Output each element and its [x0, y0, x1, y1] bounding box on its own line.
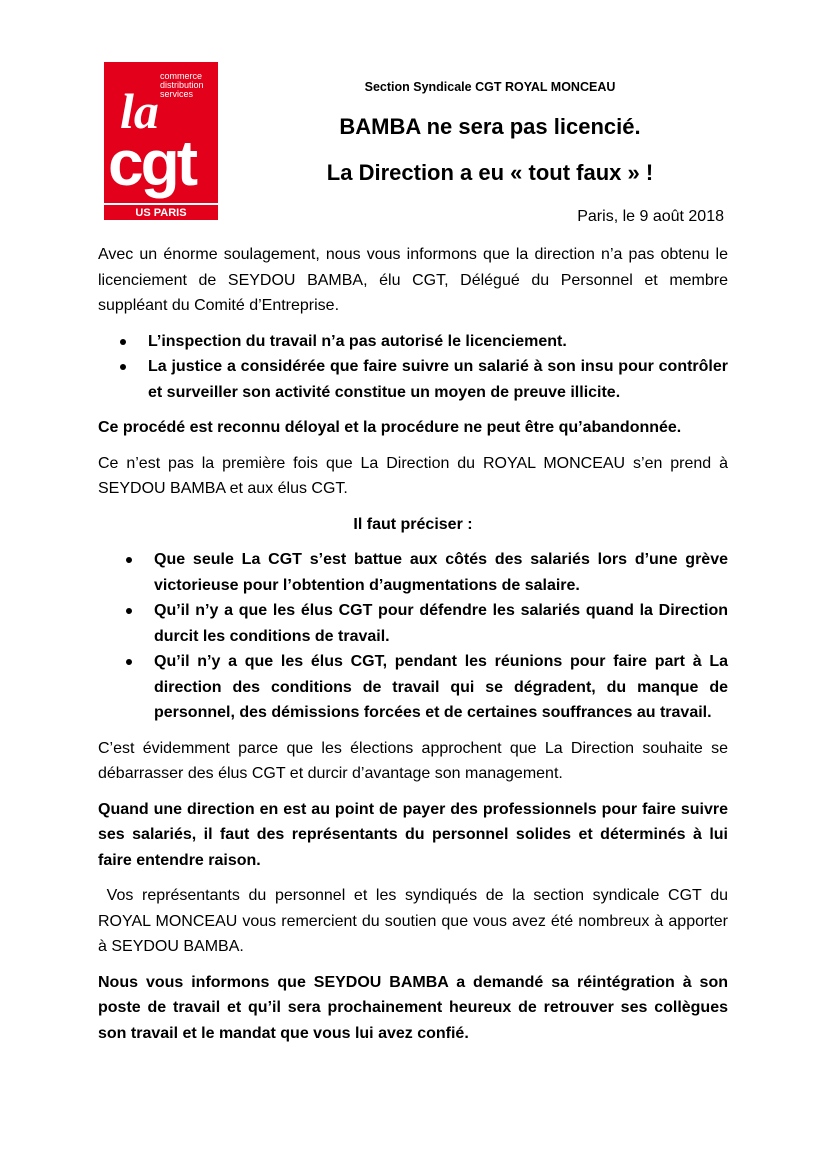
paragraph-6: Nous vous informons que SEYDOU BAMBA a demandé sa réintégration à son poste de travail et qu’il sera prochainement heureux de retrouver ses collègues son travail et le mandat que vous lui avez confié. [98, 973, 728, 1042]
section-title: Section Syndicale CGT ROYAL MONCEAU [364, 80, 616, 94]
list-item: L’inspection du travail n’a pas autorisé le licenciement. [148, 329, 728, 355]
paragraph-4: Quand une direction en est au point de payer des professionnels pour faire suivre ses salariés, il faut des représentants du personnel solides et déterminés à lui faire entendre raison. [98, 800, 728, 869]
paragraph-2: Ce n’est pas la première fois que La Direction du ROYAL MONCEAU s’en prend à SEYDOU BAMBA et aux élus CGT. [98, 454, 728, 497]
precisions-list [98, 547, 728, 726]
logo-tagline: commerce distribution services [160, 71, 204, 99]
findings-list [98, 329, 728, 406]
list-item: Qu’il n’y a que les élus CGT pour défendre les salariés quand la Direction durcit les conditions de travail. [154, 598, 728, 649]
list-item: La justice a considérée que faire suivre un salarié à son insu pour contrôler et surveiller son activité constitue un moyen de preuve illicite. [148, 354, 728, 405]
logo-la: la [120, 83, 159, 139]
paragraph-3: C’est évidemment parce que les élections approchent que La Direction souhaite se débarrasser des élus CGT et durcir d’avantage son management. [98, 739, 728, 782]
statement-paragraph: Ce procédé est reconnu déloyal et la procédure ne peut être qu’abandonnée. [98, 419, 682, 436]
headline-line-1: BAMBA ne sera pas licencié. [339, 114, 641, 139]
logo-subtitle: US PARIS [104, 203, 218, 220]
subheading: Il faut préciser : [353, 515, 473, 533]
cgt-logo [104, 62, 218, 220]
headline-line-2: La Direction a eu « tout faux » ! [326, 160, 654, 185]
list-item: Que seule La CGT s’est battue aux côtés des salariés lors d’une grève victorieuse pour l’obtention d’augmentations de salaire. [154, 547, 728, 598]
document-body [98, 242, 733, 1056]
intro-paragraph: Avec un énorme soulagement, nous vous informons que la direction n’a pas obtenu le licenciement de SEYDOU BAMBA, élu CGT, Délégué du Personnel et membre suppléant du Comité d’Entreprise. [98, 246, 728, 314]
date-line: Paris, le 9 août 2018 [577, 208, 724, 225]
paragraph-5: Vos représentants du personnel et les syndiqués de la section syndicale CGT du ROYAL MONCEAU vous remercient du soutien que vous avez été nombreux à apporter à SEYDOU BAMBA. [98, 887, 733, 955]
logo-cgt: cgt [108, 127, 195, 199]
list-item: Qu’il n’y a que les élus CGT, pendant les réunions pour faire part à La direction des conditions de travail qui se dégradent, du manque de personnel, des démissions forcées et de certaines souffrances au travail. [154, 649, 728, 726]
